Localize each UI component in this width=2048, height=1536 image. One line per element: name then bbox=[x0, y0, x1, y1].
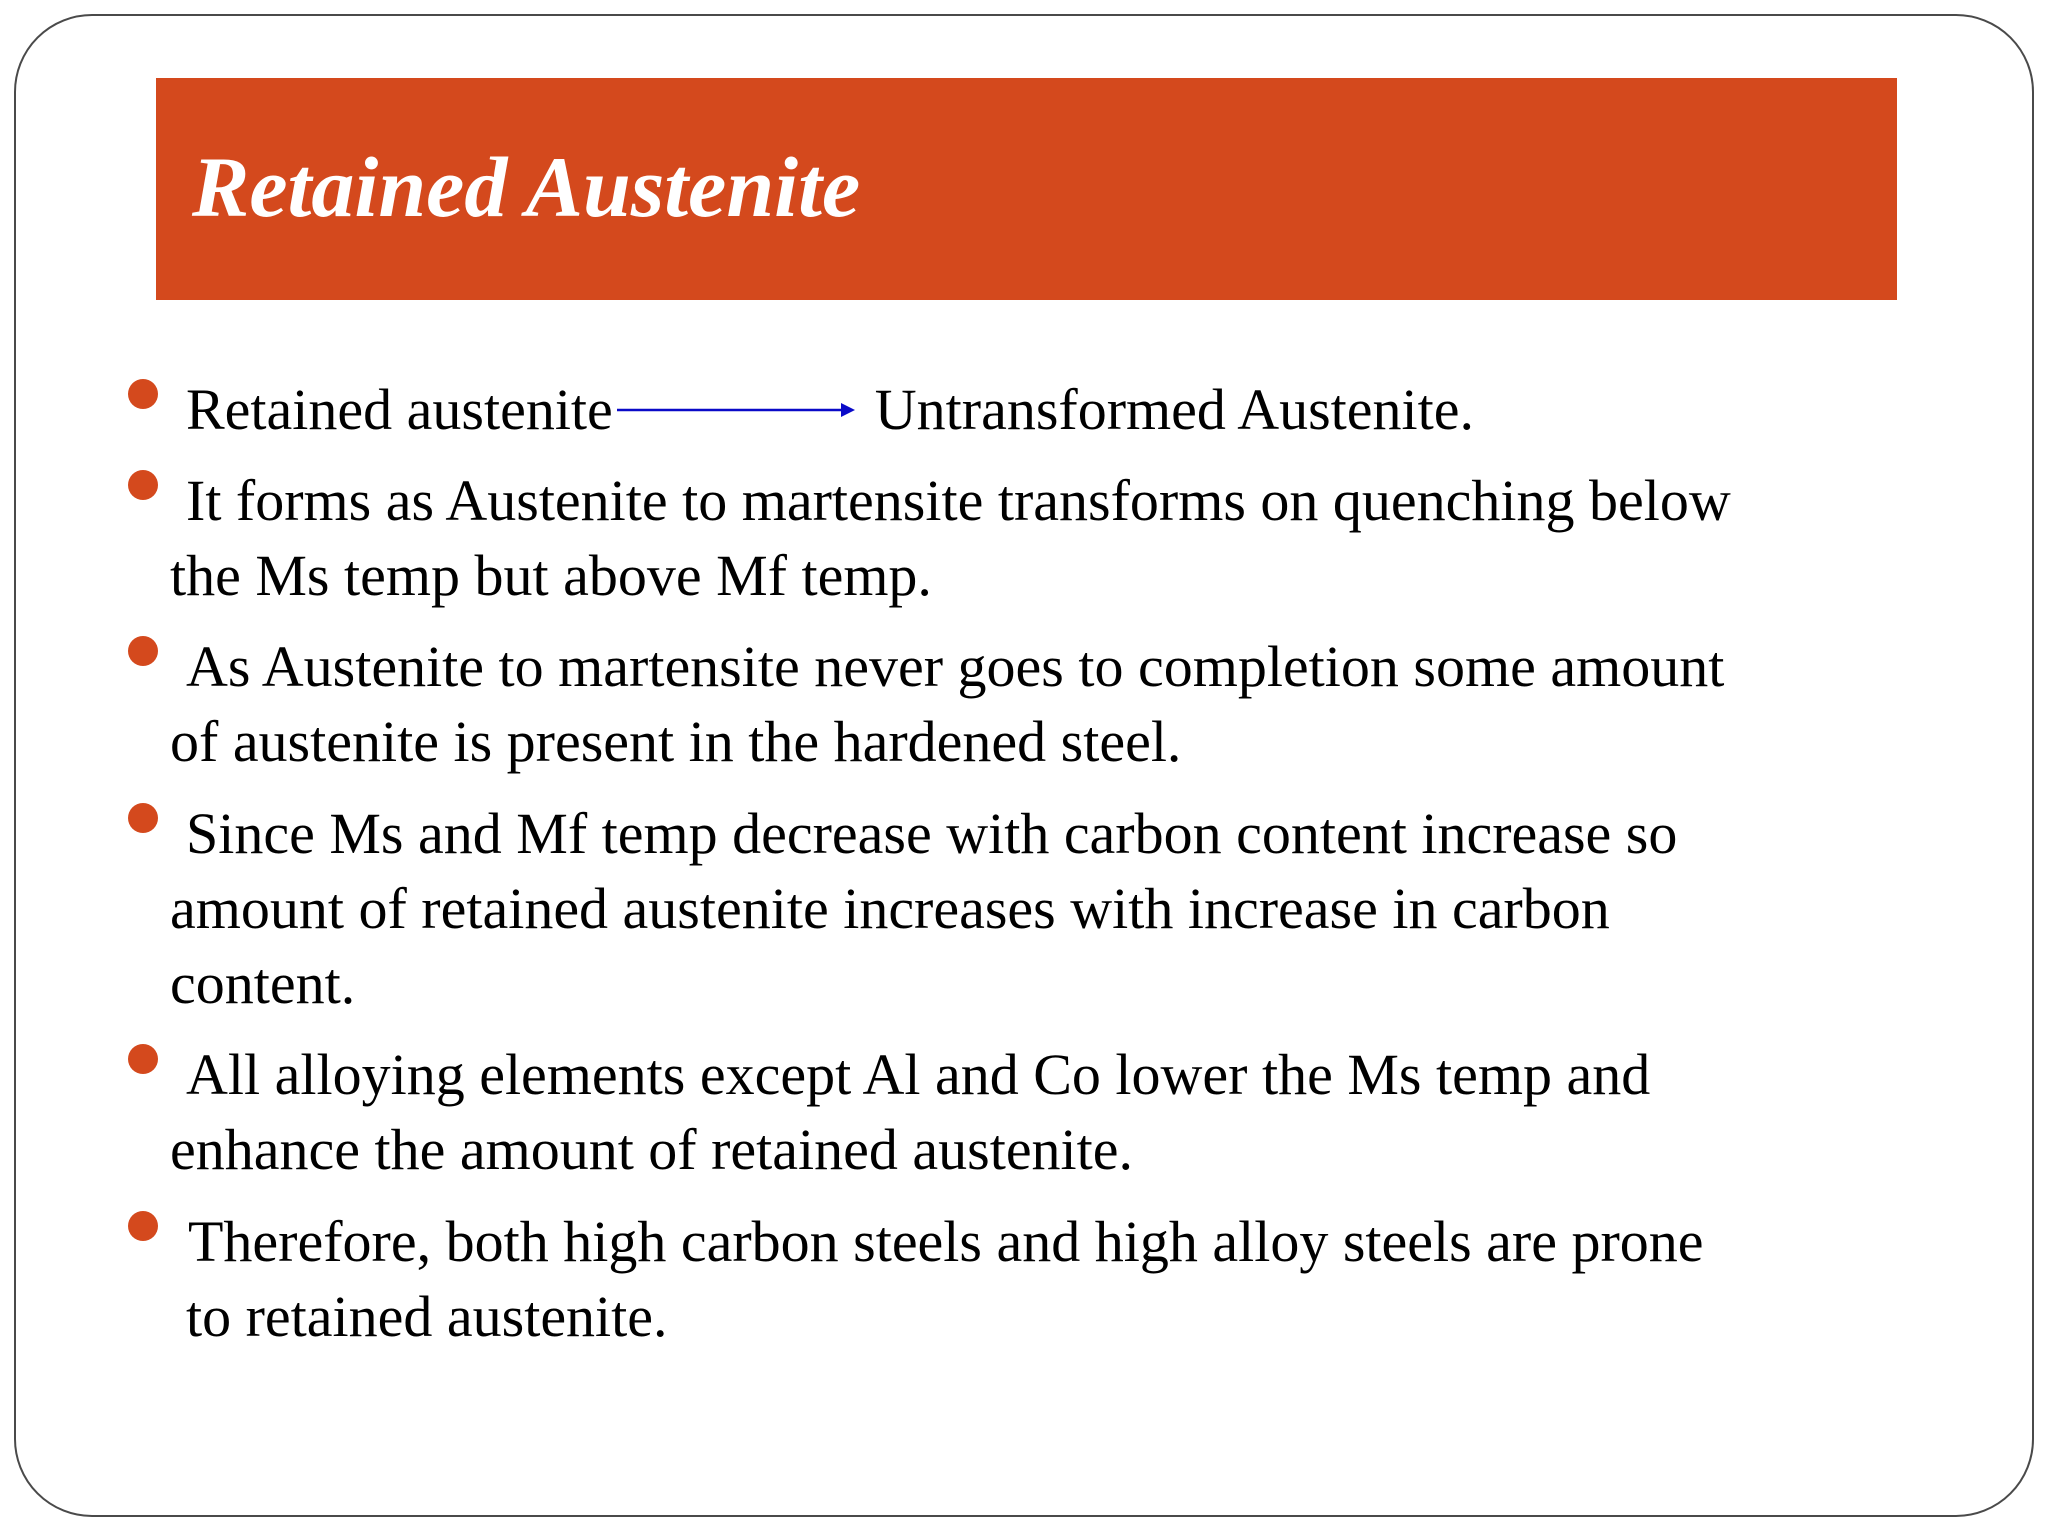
slide-title: Retained Austenite bbox=[192, 139, 861, 235]
right-arrow-icon bbox=[617, 400, 855, 420]
bullet-list bbox=[16, 16, 2032, 1515]
bullet-dot-icon bbox=[128, 1044, 158, 1074]
bullet-dot-icon bbox=[128, 636, 158, 666]
bullet-dot-icon bbox=[128, 470, 158, 500]
bullet-item-2 bbox=[170, 463, 1926, 613]
bullet-1-left-text: Retained austenite bbox=[186, 377, 613, 442]
bullet-item-3 bbox=[170, 629, 1926, 779]
bullet-item-6 bbox=[188, 1204, 1928, 1354]
bullet-4-line-2: amount of retained austenite increases with increase in carbon bbox=[170, 876, 1610, 941]
bullet-2-line-2: the Ms temp but above Mf temp. bbox=[170, 543, 932, 608]
bullet-item-5 bbox=[170, 1037, 1926, 1187]
bullet-3-line-2: of austenite is present in the hardened steel. bbox=[170, 709, 1182, 774]
bullet-6-line-1: Therefore, both high carbon steels and high alloy steels are prone bbox=[188, 1209, 1704, 1274]
bullet-5-line-1: All alloying elements except Al and Co lower the Ms temp and bbox=[186, 1042, 1651, 1107]
bullet-2-line-1: It forms as Austenite to martensite transforms on quenching below bbox=[186, 468, 1731, 533]
bullet-3-line-1: As Austenite to martensite never goes to completion some amount bbox=[186, 634, 1725, 699]
bullet-item-1 bbox=[186, 372, 1474, 447]
slide-frame bbox=[14, 14, 2034, 1517]
bullet-1-right-text: Untransformed Austenite. bbox=[874, 377, 1474, 442]
bullet-dot-icon bbox=[128, 1211, 158, 1241]
bullet-dot-icon bbox=[128, 379, 158, 409]
bullet-4-line-3: content. bbox=[170, 951, 356, 1016]
bullet-5-line-2: enhance the amount of retained austenite. bbox=[170, 1117, 1134, 1182]
bullet-dot-icon bbox=[128, 803, 158, 833]
bullet-6-line-2: to retained austenite. bbox=[186, 1284, 668, 1349]
bullet-item-4 bbox=[170, 796, 1926, 1021]
bullet-4-line-1: Since Ms and Mf temp decrease with carbon content increase so bbox=[186, 801, 1678, 866]
